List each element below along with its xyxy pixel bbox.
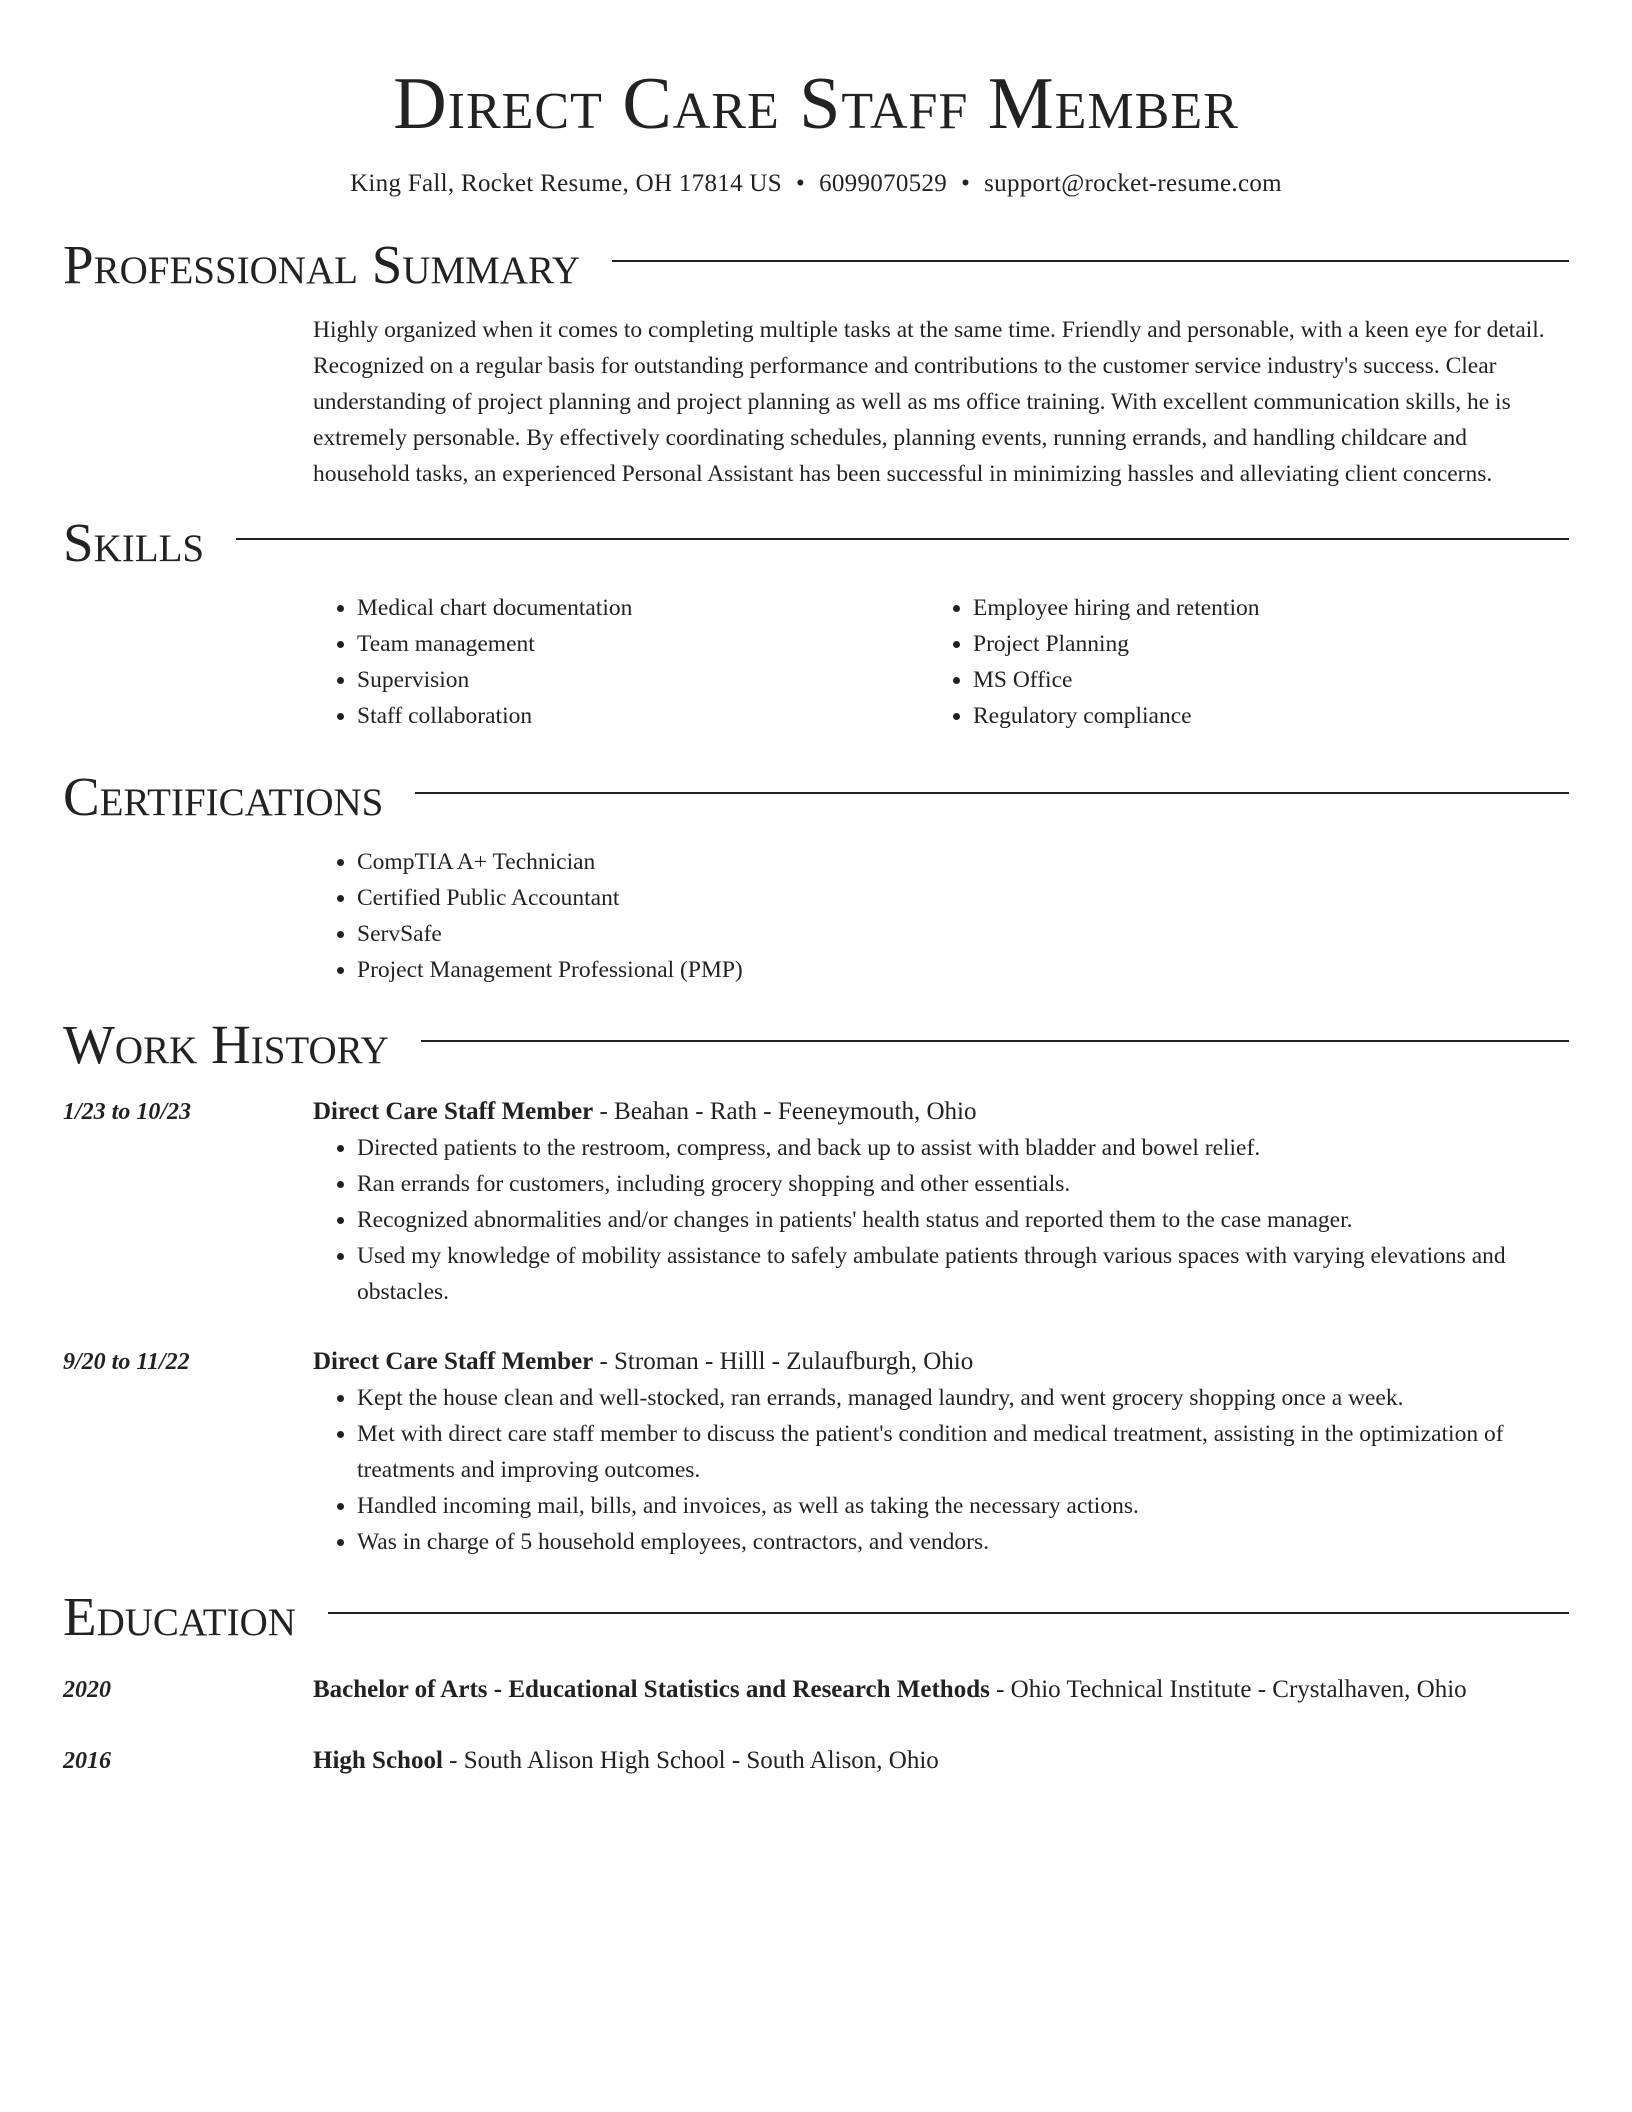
- job-bullet: • Ran errands for customers, including grocery shopping and other essentials.: [357, 1166, 1569, 1202]
- summary-section: [63, 230, 1569, 492]
- certifications-section: [63, 762, 1569, 988]
- education-heading: [63, 1582, 1569, 1652]
- skill-item: • Team management: [357, 626, 929, 662]
- skills-grid: [313, 590, 1569, 734]
- skill-item: • Regulatory compliance: [973, 698, 1545, 734]
- section-divider: [415, 792, 1569, 794]
- job-headline: [313, 1344, 1569, 1380]
- job-bullet: • Used my knowledge of mobility assistance to safely ambulate patients through various spaces with varying elevations and obstacles.: [357, 1238, 1569, 1310]
- job-bullet: • Kept the house clean and well-stocked, ran errands, managed laundry, and went grocery shopping once a week.: [357, 1380, 1569, 1416]
- education-school: - South Alison High School - South Alison, Ohio: [442, 1747, 939, 1774]
- job-bullets: [313, 1130, 1569, 1310]
- skill-item: • Employee hiring and retention: [973, 590, 1545, 626]
- job-employer: - Beahan - Rath - Feeneymouth, Ohio: [593, 1098, 977, 1125]
- contact-address: King Fall, Rocket Resume, OH 17814 US: [350, 170, 782, 197]
- education-entry: [63, 1743, 1569, 1779]
- skill-item: • Staff collaboration: [357, 698, 929, 734]
- job-dates: 1/23 to 10/23: [63, 1099, 192, 1125]
- skills-column-right: [929, 590, 1545, 734]
- job-entry: [63, 1094, 1569, 1310]
- education-section: [63, 1582, 1569, 1779]
- work-history-heading: [63, 1010, 1569, 1080]
- certification-item: • CompTIA A+ Technician: [357, 844, 1569, 880]
- education-entry: [63, 1672, 1569, 1708]
- skills-column-left: [313, 590, 929, 734]
- contact-line: [63, 168, 1569, 200]
- contact-email: support@rocket-resume.com: [984, 170, 1282, 197]
- contact-phone: 6099070529: [819, 170, 948, 197]
- skills-heading: [63, 508, 1569, 578]
- education-headline: [313, 1672, 1569, 1708]
- section-divider: [328, 1612, 1569, 1614]
- job-details: [313, 1344, 1569, 1560]
- work-history-section: [63, 1010, 1569, 1560]
- summary-text: Highly organized when it comes to completing multiple tasks at the same time. Friendly and personable, with a keen eye for detail. Recognized on a regular basis for outstanding performance and contributions to the customer service industry's success. Clear understanding of project planning and project planning as well as ms office training. With excellent communication skills, he is extremely personable. By effectively coordinating schedules, planning events, running errands, and handling childcare and household tasks, an experienced Personal Assistant has been successful in minimizing hassles and alleviating client concerns.: [313, 317, 1545, 487]
- skill-item: • Project Planning: [973, 626, 1545, 662]
- summary-heading: [63, 230, 1569, 300]
- job-role: Direct Care Staff Member: [313, 1098, 594, 1125]
- section-divider: [612, 260, 1569, 262]
- skill-item: • Medical chart documentation: [357, 590, 929, 626]
- skills-section: [63, 508, 1569, 734]
- contact-separator: •: [796, 170, 806, 197]
- job-employer: - Stroman - Hilll - Zulaufburgh, Ohio: [593, 1348, 974, 1375]
- certification-item: • Project Management Professional (PMP): [357, 952, 1569, 988]
- certifications-list: [313, 844, 1569, 988]
- job-bullet: • Directed patients to the restroom, compress, and back up to assist with bladder and bowel relief.: [357, 1130, 1569, 1166]
- section-divider: [421, 1040, 1569, 1042]
- job-details: [313, 1094, 1569, 1310]
- job-bullet: • Met with direct care staff member to discuss the patient's condition and medical treatment, assisting in the optimization of treatments and improving outcomes.: [357, 1416, 1569, 1488]
- certification-item: • ServSafe: [357, 916, 1569, 952]
- certifications-title: Certifications: [63, 766, 384, 827]
- job-dates: 9/20 to 11/22: [63, 1349, 190, 1375]
- job-bullets: [313, 1380, 1569, 1560]
- education-year: 2016: [63, 1748, 111, 1774]
- contact-separator: •: [961, 170, 971, 197]
- work-history-title: Work History: [63, 1014, 389, 1075]
- job-bullet: • Was in charge of 5 household employees, contractors, and vendors.: [357, 1524, 1569, 1560]
- job-role: Direct Care Staff Member: [313, 1348, 594, 1375]
- education-title: Education: [63, 1586, 296, 1647]
- job-bullet: • Handled incoming mail, bills, and invoices, as well as taking the necessary actions.: [357, 1488, 1569, 1524]
- education-school: - Ohio Technical Institute - Crystalhaven, Ohio: [989, 1676, 1467, 1703]
- skill-item: • MS Office: [973, 662, 1545, 698]
- education-headline: [313, 1743, 1569, 1779]
- job-headline: [313, 1094, 1569, 1130]
- education-degree: Bachelor of Arts - Educational Statistics and Research Methods: [313, 1676, 990, 1703]
- skill-item: • Supervision: [357, 662, 929, 698]
- education-degree: High School: [313, 1747, 443, 1774]
- summary-title: Professional Summary: [63, 234, 581, 295]
- job-entry: [63, 1344, 1569, 1560]
- candidate-name: Direct Care Staff Member: [393, 63, 1239, 145]
- section-divider: [236, 538, 1569, 540]
- certification-item: • Certified Public Accountant: [357, 880, 1569, 916]
- education-year: 2020: [63, 1677, 111, 1703]
- skills-title: Skills: [63, 512, 205, 573]
- job-bullet: • Recognized abnormalities and/or changes in patients' health status and reported them to the case manager.: [357, 1202, 1569, 1238]
- certifications-heading: [63, 762, 1569, 832]
